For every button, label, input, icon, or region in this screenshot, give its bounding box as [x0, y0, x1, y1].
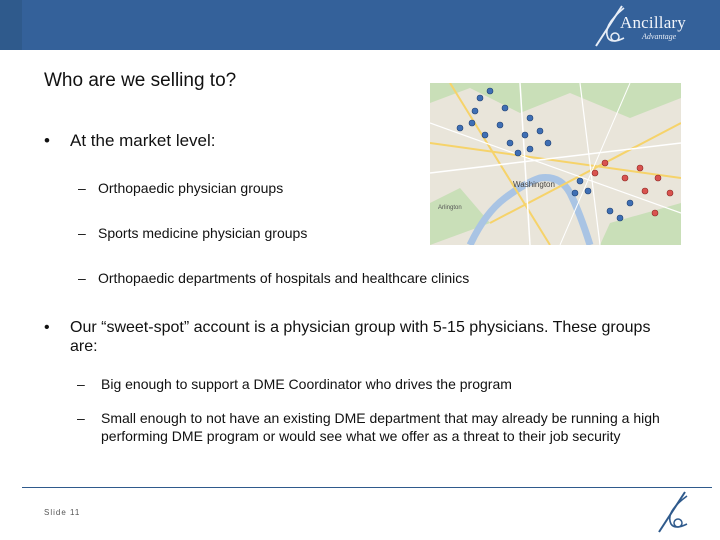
dash-marker: –	[77, 410, 85, 426]
logo-brand-text: Ancillary	[620, 13, 686, 32]
slide-title: Who are we selling to?	[44, 70, 237, 91]
bullet-marker: •	[44, 319, 50, 336]
sub-item	[78, 225, 307, 241]
footer-logo-swoosh-icon	[655, 490, 697, 535]
bullet-sweet-spot	[44, 318, 670, 356]
bullet-market-level	[44, 131, 216, 151]
bullet-text: At the market level:	[70, 131, 216, 150]
left-margin	[0, 50, 22, 540]
sub-item	[77, 375, 701, 393]
slide-number: Slide 11	[44, 508, 81, 517]
sub-item-text: Sports medicine physician groups	[98, 225, 308, 241]
header-bar	[0, 0, 720, 50]
map-city-label: Washington	[513, 180, 555, 189]
footer-divider	[22, 487, 712, 488]
dash-marker: –	[77, 376, 85, 392]
bullet-text: Our “sweet-spot” account is a physician group with 5-15 physicians. These groups are:	[70, 319, 651, 355]
location-map	[430, 83, 681, 245]
sub-item-text: Orthopaedic physician groups	[98, 180, 284, 196]
sub-item-text: Small enough to not have an existing DME department that may already be running a high performing DME program or would see what we offer as a threat to their job security	[101, 410, 660, 444]
sub-item-text: Big enough to support a DME Coordinator who drives the program	[101, 376, 512, 392]
dash-marker: –	[78, 270, 86, 286]
company-logo	[594, 4, 720, 48]
sub-item	[78, 270, 469, 286]
dash-marker: –	[78, 225, 86, 241]
map-place-label: Arlington	[438, 205, 462, 211]
sub-item	[78, 180, 283, 196]
logo-tagline-text: Advantage	[642, 32, 677, 41]
sub-item-text: Orthopaedic departments of hospitals and healthcare clinics	[98, 270, 470, 286]
footer-logo	[655, 490, 697, 535]
map-graphic	[430, 83, 681, 245]
sub-item	[77, 409, 696, 445]
header-panel	[22, 0, 720, 50]
dash-marker: –	[78, 180, 86, 196]
bullet-marker: •	[44, 131, 50, 150]
